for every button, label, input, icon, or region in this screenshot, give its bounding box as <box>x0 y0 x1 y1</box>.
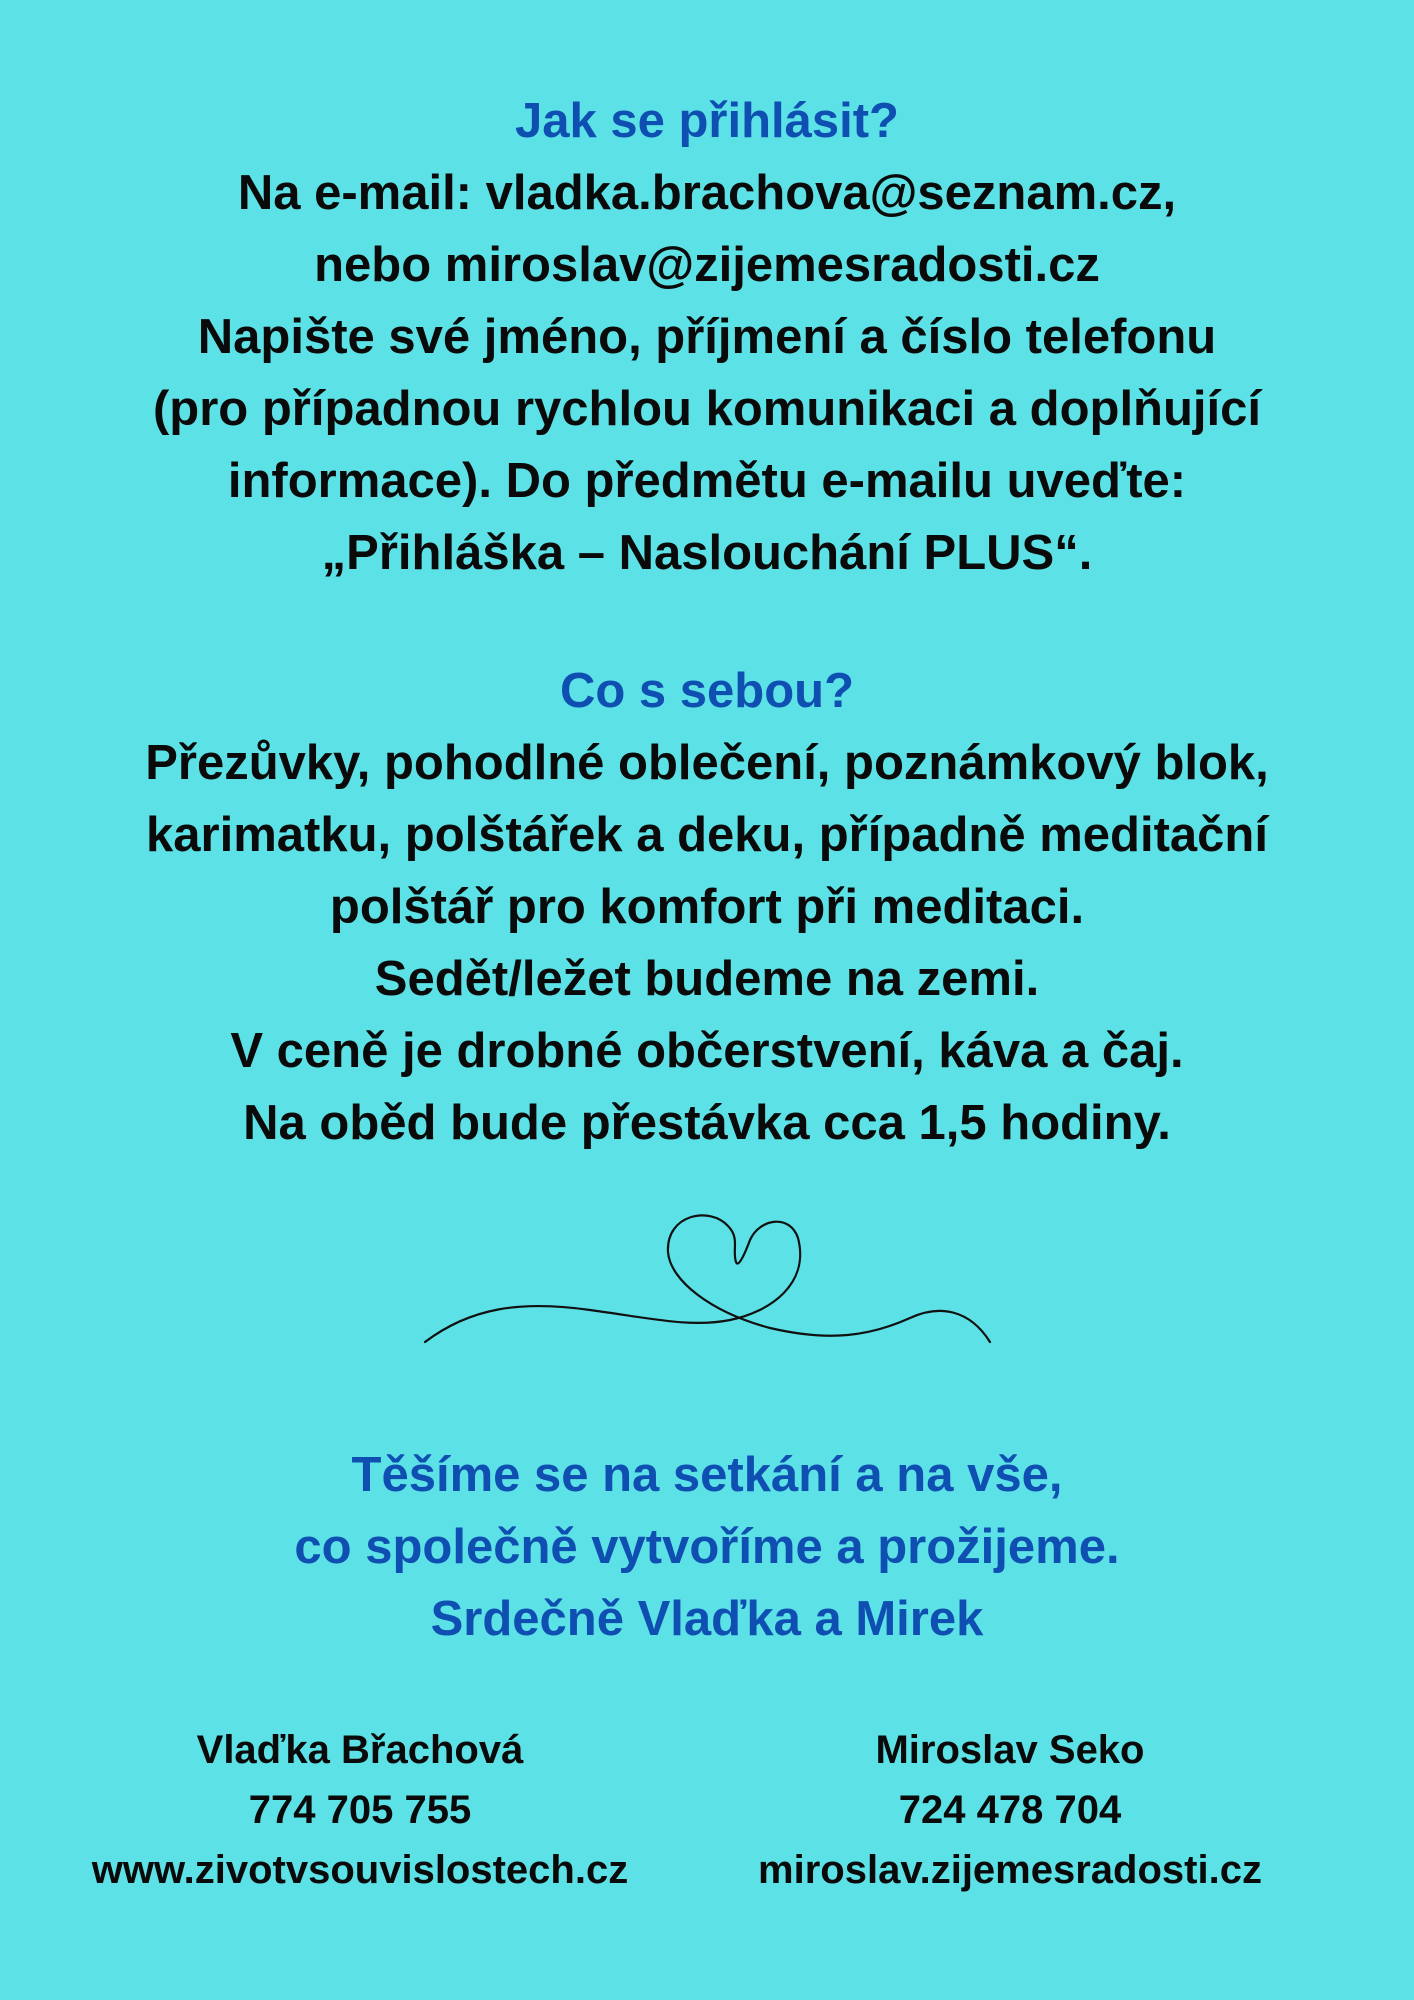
bring-line: Sedět/ležet budeme na zemi. <box>374 952 1040 1006</box>
contact-miroslav <box>750 1720 1270 1900</box>
contact-website: miroslav.zijemesradosti.cz <box>758 1848 1262 1892</box>
signup-heading: Jak se přihlásit? <box>514 94 899 148</box>
bring-line: V ceně je drobné občerstvení, káva a čaj. <box>230 1024 1184 1078</box>
bring-line: polštář pro komfort při meditaci. <box>329 880 1085 934</box>
signup-line: informace). Do předmětu e-mailu uveďte: <box>227 454 1187 508</box>
heart-doodle-icon <box>410 1200 1010 1360</box>
farewell-line: Těšíme se na setkání a na vše, <box>351 1448 1063 1502</box>
signup-line: nebo miroslav@zijemesradosti.cz <box>314 238 1100 292</box>
contact-phone: 774 705 755 <box>248 1788 472 1832</box>
contact-name: Miroslav Seko <box>875 1728 1145 1772</box>
contact-website: www.zivotvsouvislostech.cz <box>91 1848 629 1892</box>
what-to-bring-section <box>0 655 1414 1159</box>
signup-line: Napište své jméno, příjmení a číslo telefonu <box>197 310 1217 364</box>
bring-line: Na oběd bude přestávka cca 1,5 hodiny. <box>243 1096 1171 1150</box>
bring-heading: Co s sebou? <box>559 664 855 718</box>
farewell-signature: Srdečně Vlaďka a Mirek <box>430 1592 984 1646</box>
bring-line: Přezůvky, pohodlné oblečení, poznámkový blok, <box>145 736 1269 790</box>
farewell-line: co společně vytvoříme a prožijeme. <box>294 1520 1120 1574</box>
signup-line: „Přihláška – Naslouchání PLUS“. <box>321 526 1093 580</box>
farewell-section <box>0 1439 1414 1655</box>
contact-phone: 724 478 704 <box>898 1788 1122 1832</box>
signup-line: Na e-mail: vladka.brachova@seznam.cz, <box>237 166 1177 220</box>
signup-line: (pro případnou rychlou komunikaci a doplňující <box>152 382 1262 436</box>
signup-section <box>0 85 1414 589</box>
bring-line: karimatku, polštářek a deku, případně meditační <box>146 808 1268 862</box>
contact-name: Vlaďka Břachová <box>196 1728 524 1772</box>
contact-vladka <box>80 1720 640 1900</box>
